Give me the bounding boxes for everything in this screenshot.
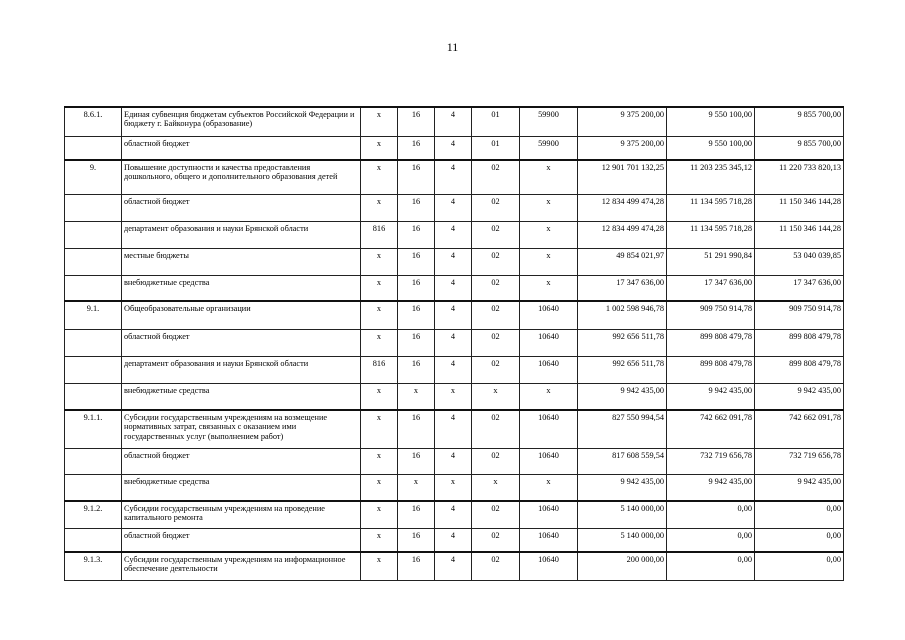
year1-amount-cell: 5 140 000,00 <box>578 501 667 528</box>
purpose-code-cell: x <box>520 275 578 301</box>
table-row-item <box>65 107 844 136</box>
year3-amount-cell: 11 220 733 820,13 <box>755 160 844 194</box>
purpose-code-cell: x <box>520 194 578 221</box>
year3-amount-cell: 0,00 <box>755 528 844 552</box>
row-number-cell: 9. <box>65 160 122 194</box>
table-row-subitem <box>65 329 844 356</box>
year3-amount-cell: 742 662 091,78 <box>755 410 844 448</box>
row-name-cell: внебюджетные средства <box>122 383 361 410</box>
table-row-subitem <box>65 474 844 501</box>
purpose-code-cell: 10640 <box>520 528 578 552</box>
table-row-item <box>65 301 844 329</box>
program-cell: 02 <box>472 329 520 356</box>
row-number-cell <box>65 448 122 474</box>
row-name-cell: внебюджетные средства <box>122 474 361 501</box>
year1-amount-cell: 12 901 701 132,25 <box>578 160 667 194</box>
table-row-item <box>65 410 844 448</box>
purpose-code-cell: x <box>520 160 578 194</box>
year1-amount-cell: 9 942 435,00 <box>578 383 667 410</box>
row-number-cell <box>65 194 122 221</box>
grbs-cell: x <box>361 329 398 356</box>
year2-amount-cell: 909 750 914,78 <box>667 301 755 329</box>
year3-amount-cell: 11 150 346 144,28 <box>755 221 844 248</box>
row-number-cell: 8.6.1. <box>65 107 122 136</box>
row-number-cell: 9.1.2. <box>65 501 122 528</box>
row-name-cell: департамент образования и науки Брянской области <box>122 221 361 248</box>
year1-amount-cell: 9 375 200,00 <box>578 107 667 136</box>
year3-amount-cell: 9 942 435,00 <box>755 383 844 410</box>
budget-table <box>64 106 844 581</box>
year2-amount-cell: 899 808 479,78 <box>667 329 755 356</box>
grbs-cell: x <box>361 248 398 275</box>
program-cell: 02 <box>472 501 520 528</box>
year1-amount-cell: 827 550 994,54 <box>578 410 667 448</box>
grbs-cell: x <box>361 528 398 552</box>
program-cell: 02 <box>472 194 520 221</box>
grbs-cell: x <box>361 301 398 329</box>
year3-amount-cell: 11 150 346 144,28 <box>755 194 844 221</box>
row-name-cell: областной бюджет <box>122 448 361 474</box>
grbs-cell: x <box>361 136 398 160</box>
purpose-code-cell: 10640 <box>520 552 578 580</box>
table-row-subitem <box>65 194 844 221</box>
section-cell: 16 <box>398 107 435 136</box>
purpose-code-cell: 10640 <box>520 301 578 329</box>
year2-amount-cell: 742 662 091,78 <box>667 410 755 448</box>
program-cell: 01 <box>472 136 520 160</box>
purpose-code-cell: 10640 <box>520 410 578 448</box>
year3-amount-cell: 9 855 700,00 <box>755 107 844 136</box>
purpose-code-cell: 10640 <box>520 329 578 356</box>
year2-amount-cell: 0,00 <box>667 528 755 552</box>
subsection-cell: 4 <box>435 301 472 329</box>
row-name-cell: Единая субвенция бюджетам субъектов Российской Федерации и бюджету г. Байконура (образование) <box>122 107 361 136</box>
year1-amount-cell: 5 140 000,00 <box>578 528 667 552</box>
section-cell: 16 <box>398 329 435 356</box>
subsection-cell: x <box>435 474 472 501</box>
section-cell: 16 <box>398 221 435 248</box>
subsection-cell: 4 <box>435 356 472 383</box>
table-body <box>65 107 844 580</box>
program-cell: 02 <box>472 448 520 474</box>
row-number-cell <box>65 329 122 356</box>
year2-amount-cell: 11 134 595 718,28 <box>667 194 755 221</box>
subsection-cell: 4 <box>435 528 472 552</box>
section-cell: 16 <box>398 501 435 528</box>
year1-amount-cell: 1 002 598 946,78 <box>578 301 667 329</box>
year3-amount-cell: 732 719 656,78 <box>755 448 844 474</box>
row-number-cell <box>65 356 122 383</box>
subsection-cell: x <box>435 383 472 410</box>
purpose-code-cell: 10640 <box>520 501 578 528</box>
row-name-cell: Субсидии государственным учреждениям на проведение капитального ремонта <box>122 501 361 528</box>
row-name-cell: местные бюджеты <box>122 248 361 275</box>
subsection-cell: 4 <box>435 107 472 136</box>
grbs-cell: x <box>361 275 398 301</box>
program-cell: 02 <box>472 221 520 248</box>
grbs-cell: x <box>361 107 398 136</box>
subsection-cell: 4 <box>435 248 472 275</box>
table-row-subitem <box>65 221 844 248</box>
row-name-cell: Повышение доступности и качества предоставления дошкольного, общего и дополнительного образования детей <box>122 160 361 194</box>
subsection-cell: 4 <box>435 410 472 448</box>
subsection-cell: 4 <box>435 160 472 194</box>
year3-amount-cell: 899 808 479,78 <box>755 329 844 356</box>
year1-amount-cell: 200 000,00 <box>578 552 667 580</box>
purpose-code-cell: 59900 <box>520 107 578 136</box>
subsection-cell: 4 <box>435 194 472 221</box>
program-cell: 02 <box>472 275 520 301</box>
year3-amount-cell: 0,00 <box>755 552 844 580</box>
year2-amount-cell: 9 942 435,00 <box>667 474 755 501</box>
grbs-cell: 816 <box>361 356 398 383</box>
row-name-cell: Субсидии государственным учреждениям на возмещение нормативных затрат, связанных с оказанием ими государственных услуг (выполнением работ) <box>122 410 361 448</box>
year1-amount-cell: 992 656 511,78 <box>578 356 667 383</box>
table-row-item <box>65 160 844 194</box>
year2-amount-cell: 732 719 656,78 <box>667 448 755 474</box>
grbs-cell: x <box>361 552 398 580</box>
purpose-code-cell: 10640 <box>520 448 578 474</box>
row-number-cell: 9.1.3. <box>65 552 122 580</box>
program-cell: x <box>472 383 520 410</box>
program-cell: 02 <box>472 160 520 194</box>
grbs-cell: x <box>361 474 398 501</box>
grbs-cell: 816 <box>361 221 398 248</box>
table-row-item <box>65 552 844 580</box>
grbs-cell: x <box>361 194 398 221</box>
row-number-cell <box>65 248 122 275</box>
year3-amount-cell: 0,00 <box>755 501 844 528</box>
table-row-subitem <box>65 248 844 275</box>
table-row-subitem <box>65 356 844 383</box>
year2-amount-cell: 11 203 235 345,12 <box>667 160 755 194</box>
section-cell: 16 <box>398 194 435 221</box>
grbs-cell: x <box>361 501 398 528</box>
section-cell: 16 <box>398 160 435 194</box>
row-name-cell: Общеобразовательные организации <box>122 301 361 329</box>
section-cell: 16 <box>398 552 435 580</box>
table-row-subitem <box>65 383 844 410</box>
row-name-cell: департамент образования и науки Брянской области <box>122 356 361 383</box>
purpose-code-cell: 10640 <box>520 356 578 383</box>
purpose-code-cell: x <box>520 383 578 410</box>
row-name-cell: областной бюджет <box>122 329 361 356</box>
year3-amount-cell: 9 855 700,00 <box>755 136 844 160</box>
purpose-code-cell: 59900 <box>520 136 578 160</box>
program-cell: 02 <box>472 301 520 329</box>
grbs-cell: x <box>361 383 398 410</box>
program-cell: 02 <box>472 248 520 275</box>
program-cell: 02 <box>472 552 520 580</box>
row-name-cell: Субсидии государственным учреждениям на информационное обеспечение деятельности <box>122 552 361 580</box>
row-name-cell: областной бюджет <box>122 136 361 160</box>
row-name-cell: внебюджетные средства <box>122 275 361 301</box>
section-cell: 16 <box>398 448 435 474</box>
year1-amount-cell: 817 608 559,54 <box>578 448 667 474</box>
section-cell: 16 <box>398 301 435 329</box>
year2-amount-cell: 9 942 435,00 <box>667 383 755 410</box>
row-number-cell: 9.1.1. <box>65 410 122 448</box>
row-number-cell <box>65 383 122 410</box>
year2-amount-cell: 899 808 479,78 <box>667 356 755 383</box>
subsection-cell: 4 <box>435 448 472 474</box>
row-number-cell <box>65 136 122 160</box>
year3-amount-cell: 899 808 479,78 <box>755 356 844 383</box>
section-cell: 16 <box>398 275 435 301</box>
section-cell: 16 <box>398 356 435 383</box>
year1-amount-cell: 49 854 021,97 <box>578 248 667 275</box>
page-number: 11 <box>446 40 459 54</box>
year2-amount-cell: 9 550 100,00 <box>667 136 755 160</box>
row-name-cell: областной бюджет <box>122 528 361 552</box>
program-cell: 02 <box>472 528 520 552</box>
row-number-cell <box>65 528 122 552</box>
subsection-cell: 4 <box>435 136 472 160</box>
table-row-subitem <box>65 136 844 160</box>
table-row-subitem <box>65 448 844 474</box>
subsection-cell: 4 <box>435 501 472 528</box>
subsection-cell: 4 <box>435 329 472 356</box>
section-cell: 16 <box>398 136 435 160</box>
grbs-cell: x <box>361 160 398 194</box>
program-cell: 02 <box>472 410 520 448</box>
year1-amount-cell: 9 375 200,00 <box>578 136 667 160</box>
table-row-item <box>65 501 844 528</box>
purpose-code-cell: x <box>520 221 578 248</box>
year2-amount-cell: 0,00 <box>667 501 755 528</box>
year2-amount-cell: 11 134 595 718,28 <box>667 221 755 248</box>
year3-amount-cell: 53 040 039,85 <box>755 248 844 275</box>
subsection-cell: 4 <box>435 552 472 580</box>
row-number-cell: 9.1. <box>65 301 122 329</box>
year2-amount-cell: 17 347 636,00 <box>667 275 755 301</box>
section-cell: x <box>398 383 435 410</box>
year1-amount-cell: 12 834 499 474,28 <box>578 221 667 248</box>
section-cell: 16 <box>398 248 435 275</box>
year3-amount-cell: 9 942 435,00 <box>755 474 844 501</box>
year1-amount-cell: 17 347 636,00 <box>578 275 667 301</box>
year1-amount-cell: 9 942 435,00 <box>578 474 667 501</box>
row-number-cell <box>65 221 122 248</box>
table-row-subitem <box>65 528 844 552</box>
year3-amount-cell: 909 750 914,78 <box>755 301 844 329</box>
year2-amount-cell: 0,00 <box>667 552 755 580</box>
table-row-subitem <box>65 275 844 301</box>
section-cell: 16 <box>398 528 435 552</box>
year2-amount-cell: 51 291 990,84 <box>667 248 755 275</box>
row-number-cell <box>65 275 122 301</box>
grbs-cell: x <box>361 410 398 448</box>
purpose-code-cell: x <box>520 248 578 275</box>
section-cell: x <box>398 474 435 501</box>
row-number-cell <box>65 474 122 501</box>
year1-amount-cell: 12 834 499 474,28 <box>578 194 667 221</box>
section-cell: 16 <box>398 410 435 448</box>
subsection-cell: 4 <box>435 221 472 248</box>
grbs-cell: x <box>361 448 398 474</box>
year3-amount-cell: 17 347 636,00 <box>755 275 844 301</box>
year1-amount-cell: 992 656 511,78 <box>578 329 667 356</box>
year2-amount-cell: 9 550 100,00 <box>667 107 755 136</box>
purpose-code-cell: x <box>520 474 578 501</box>
row-name-cell: областной бюджет <box>122 194 361 221</box>
program-cell: 01 <box>472 107 520 136</box>
program-cell: 02 <box>472 356 520 383</box>
subsection-cell: 4 <box>435 275 472 301</box>
program-cell: x <box>472 474 520 501</box>
